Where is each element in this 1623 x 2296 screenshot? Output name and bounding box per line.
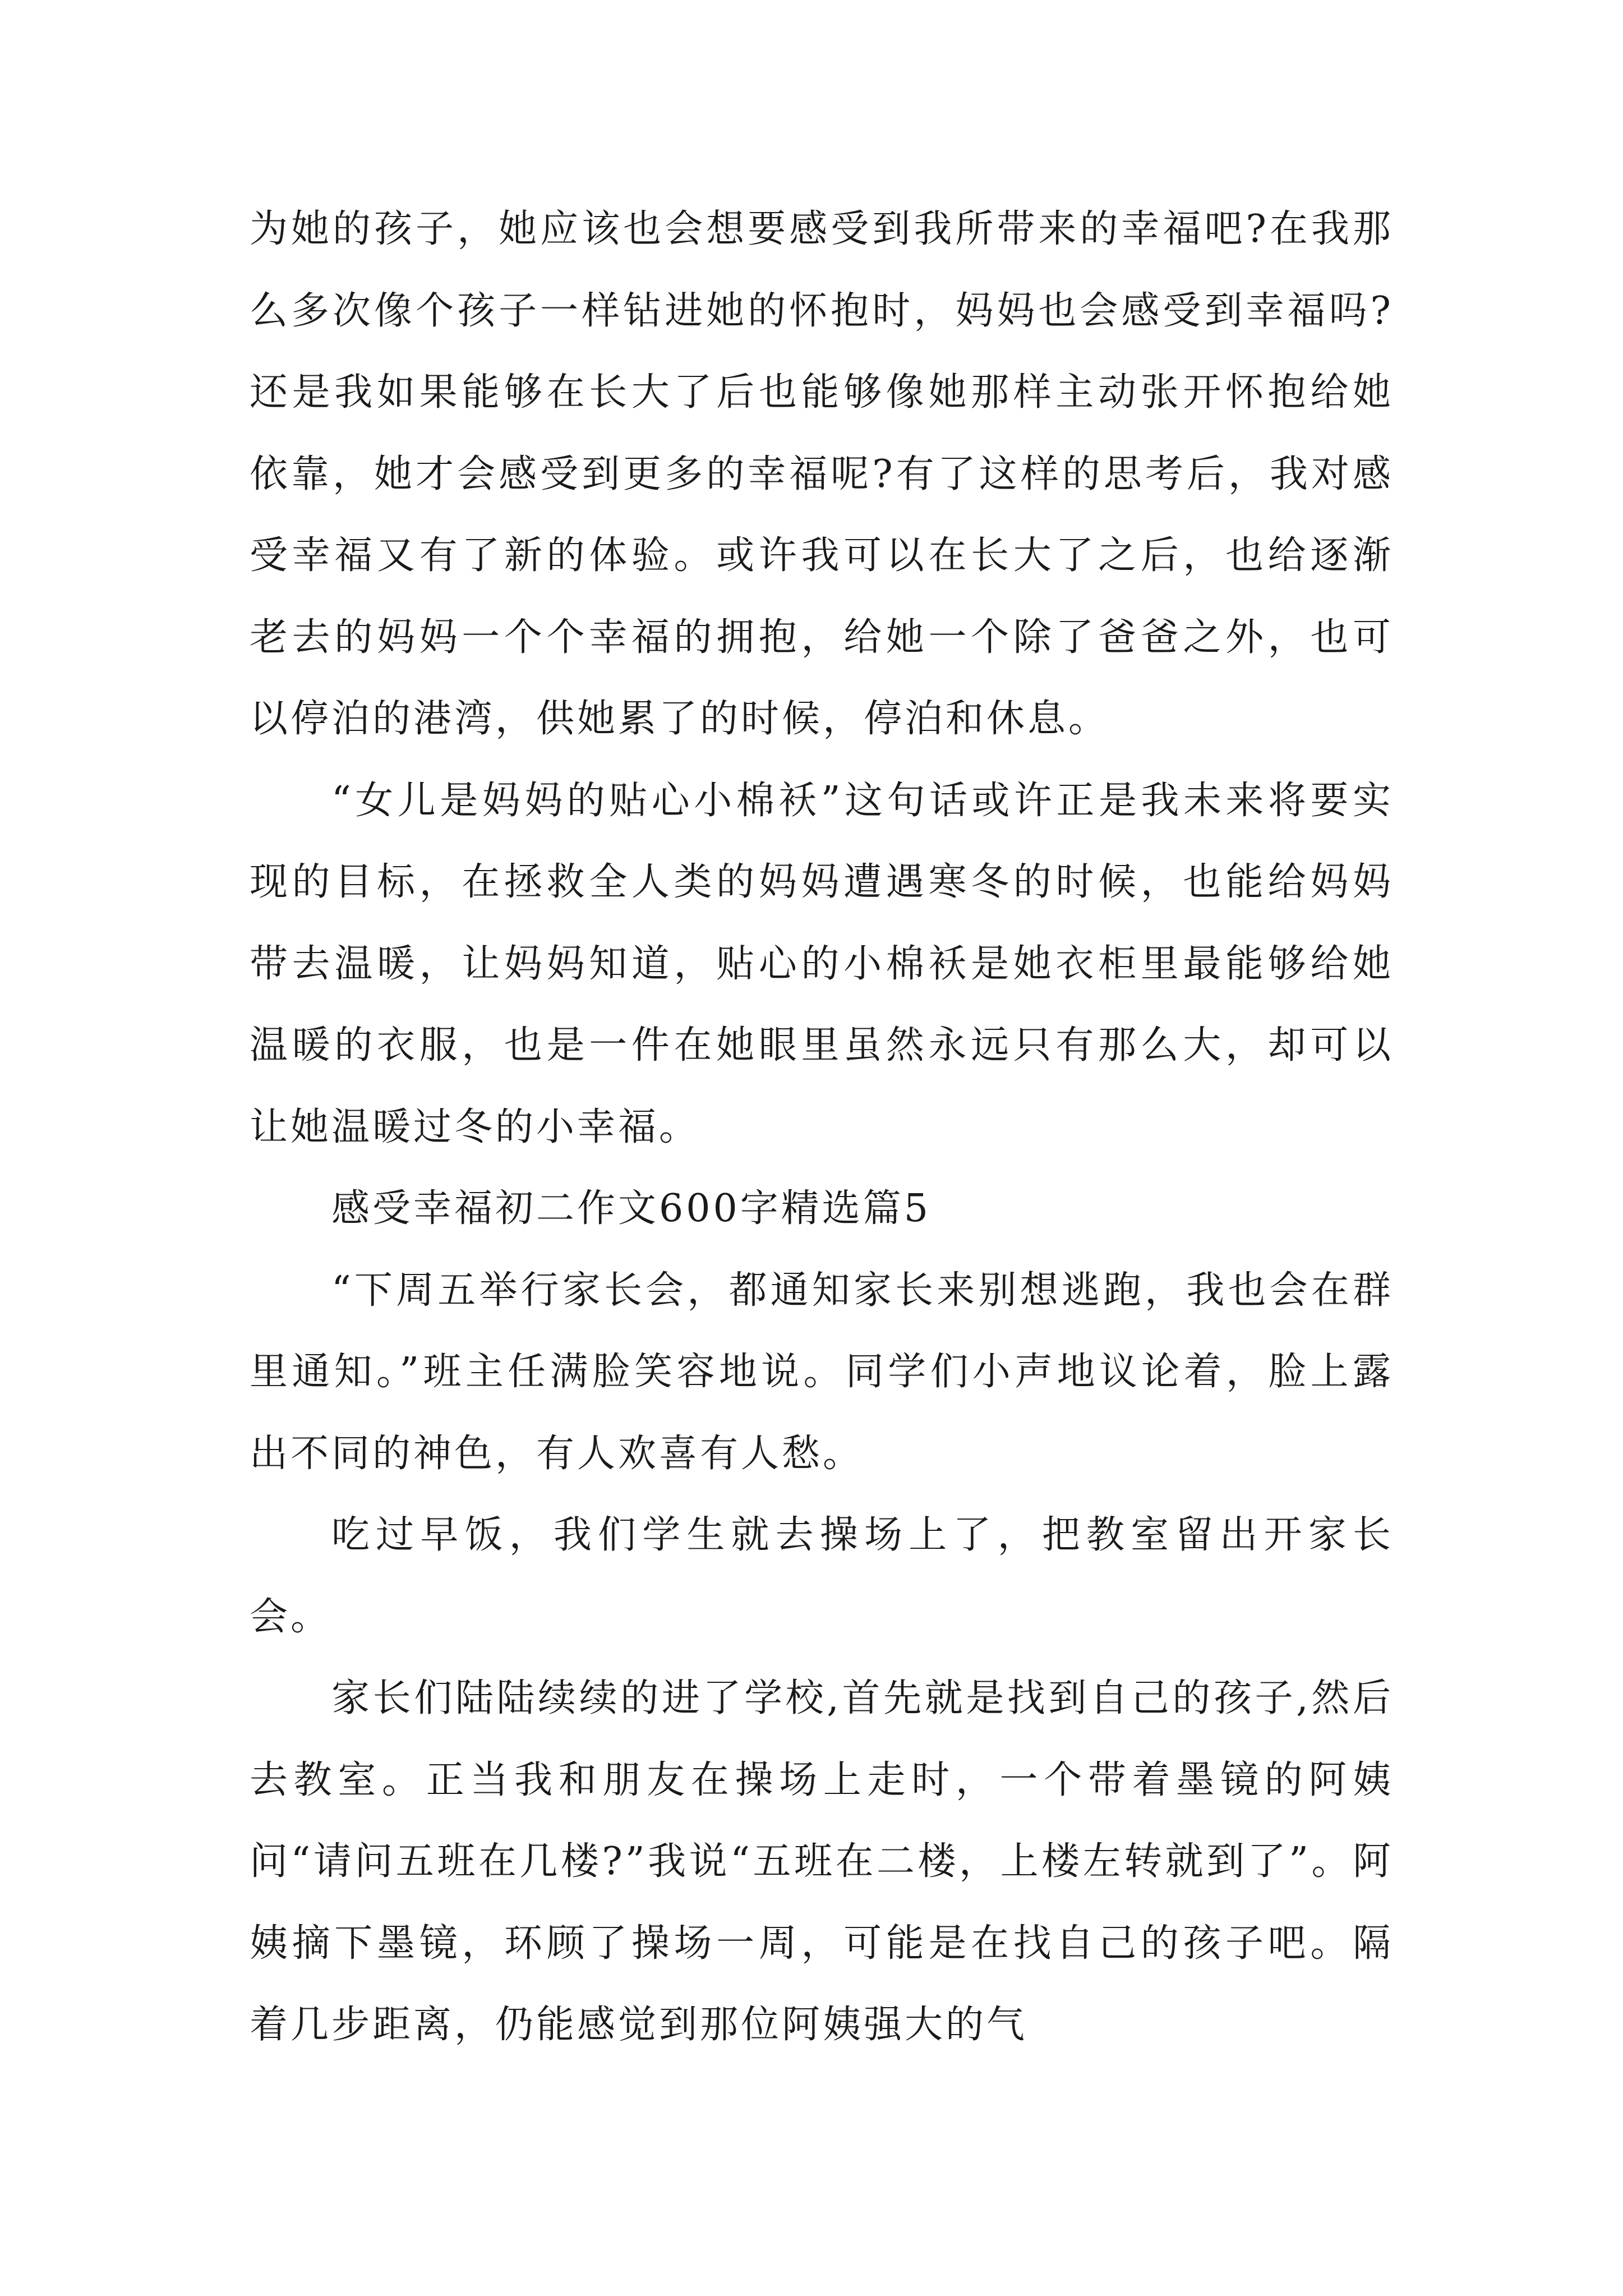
paragraph-5: 家长们陆陆续续的进了学校,首先就是找到自己的孩子,然后去教室。正当我和朋友在操场上走时，一个带着墨镜的阿姨问“请问五班在几楼?”我说“五班在二楼，上楼左转就到了”。阿姨摘下墨镜，环顾了操场一周，可能是在找自己的孩子吧。隔着几步距离，仍能感觉到那位阿姨强大的气 (250, 1676, 1394, 2047)
document-body (250, 188, 1394, 2066)
paragraph-1: 为她的孩子，她应该也会想要感受到我所带来的幸福吧?在我那么多次像个孩子一样钻进她的怀抱时，妈妈也会感受到幸福吗?还是我如果能够在长大了后也能够像她那样主动张开怀抱给她依靠，她才会感受到更多的幸福呢?有了这样的思考后，我对感受幸福又有了新的体验。或许我可以在长大了之后，也给逐渐老去的妈妈一个个幸福的拥抱，给她一个除了爸爸之外，也可以停泊的港湾，供她累了的时候，停泊和休息。 (250, 207, 1394, 741)
paragraph-4: 吃过早饭，我们学生就去操场上了，把教室留出开家长会。 (250, 1513, 1394, 1639)
section-heading: 感受幸福初二作文600字精选篇5 (331, 1186, 932, 1231)
paragraph-3: “下周五举行家长会，都通知家长来别想逃跑，我也会在群里通知。”班主任满脸笑容地说。同学们小声地议论着，脸上露出不同的神色，有人欢喜有人愁。 (250, 1268, 1394, 1476)
paragraph-2: “女儿是妈妈的贴心小棉袄”这句话或许正是我未来将要实现的目标，在拯救全人类的妈妈遭遇寒冬的时候，也能给妈妈带去温暖，让妈妈知道，贴心的小棉袄是她衣柜里最能够给她温暖的衣服，也是一件在她眼里虽然永远只有那么大，却可以让她温暖过冬的小幸福。 (250, 778, 1394, 1149)
